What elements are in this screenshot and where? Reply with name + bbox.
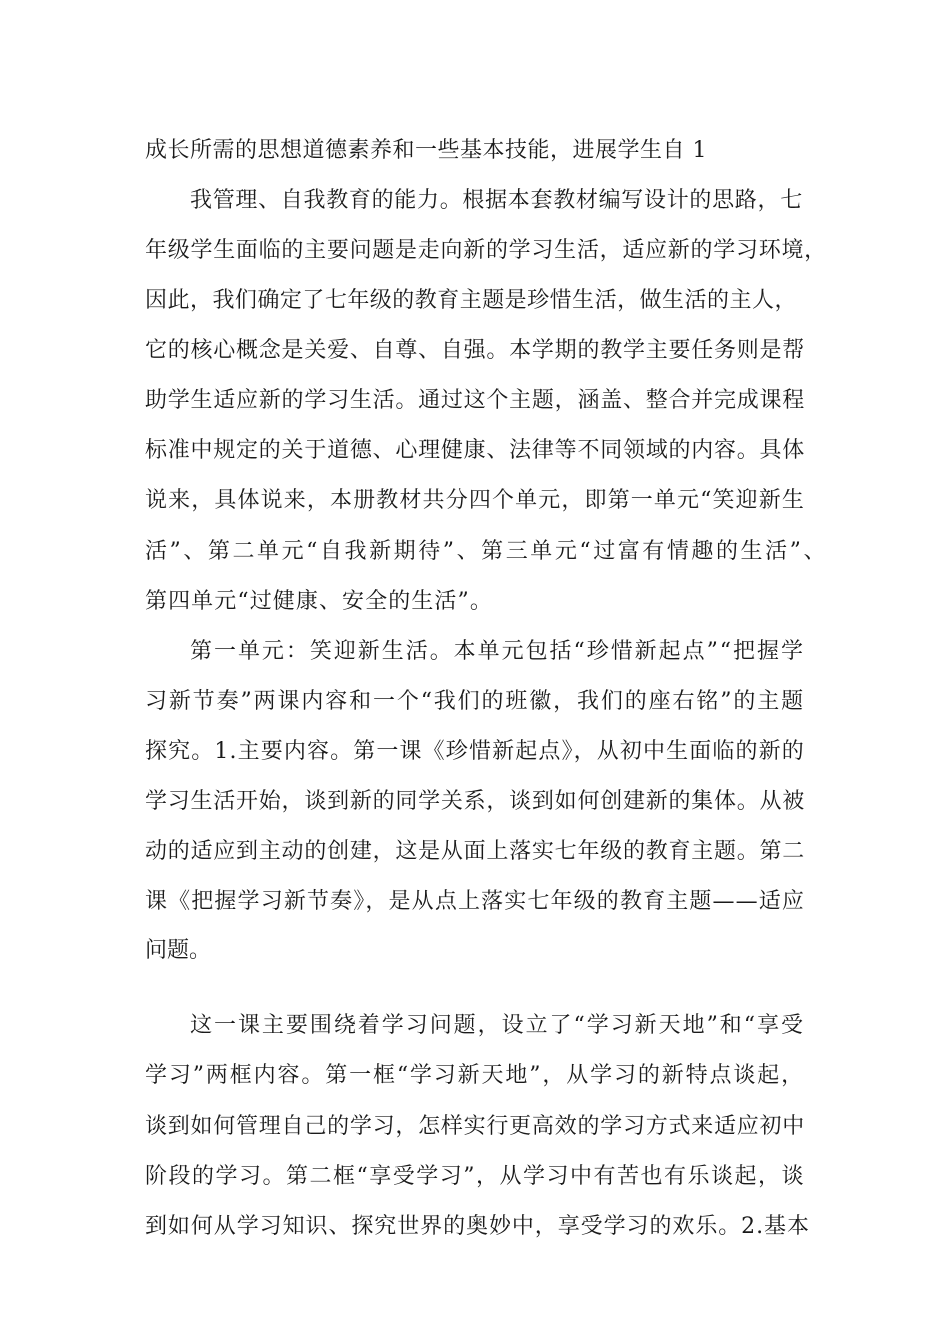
text-line: 因此，我们确定了七年级的教育主题是珍惜生活，做生活的主人， — [145, 288, 797, 313]
text-line: 活”、第二单元“自我新期待”、第三单元“过富有情趣的生活”、 — [145, 539, 829, 564]
text-line: 它的核心概念是关爱、自尊、自强。本学期的教学主要任务则是帮 — [145, 338, 806, 363]
text-line: 成长所需的思想道德素养和一些基本技能，进展学生自 1 — [145, 138, 707, 163]
text-line: 动的适应到主动的创建，这是从面上落实七年级的教育主题。第二 — [145, 839, 806, 864]
text-line: 学习”两框内容。第一框“学习新天地”，从学习的新特点谈起， — [145, 1063, 805, 1088]
text-line: 学习生活开始，谈到新的同学关系，谈到如何创建新的集体。从被 — [145, 789, 806, 814]
text-line: 标准中规定的关于道德、心理健康、法律等不同领域的内容。具体 — [145, 438, 806, 463]
text-line: 课《把握学习新节奏》，是从点上落实七年级的教育主题——适应 — [145, 889, 806, 914]
text-line: 到如何从学习知识、探究世界的奥妙中，享受学习的欢乐。2.基本 — [145, 1214, 810, 1239]
text-line: 这一课主要围绕着学习问题，设立了“学习新天地”和“享受 — [190, 1013, 805, 1038]
text-line: 助学生适应新的学习生活。通过这个主题，涵盖、整合并完成课程 — [145, 388, 806, 413]
text-line: 探究。1.主要内容。第一课《珍惜新起点》，从初中生面临的新的 — [145, 739, 805, 764]
text-line: 第一单元：笑迎新生活。本单元包括“珍惜新起点”“把握学 — [190, 639, 805, 664]
text-line: 说来，具体说来，本册教材共分四个单元，即第一单元“笑迎新生 — [145, 488, 806, 513]
text-line: 阶段的学习。第二框“享受学习”，从学习中有苦也有乐谈起，谈 — [145, 1164, 805, 1189]
text-line: 习新节奏”两课内容和一个“我们的班徽，我们的座右铭”的主题 — [145, 689, 805, 714]
text-line: 年级学生面临的主要问题是走向新的学习生活，适应新的学习环境， — [145, 238, 827, 263]
text-line: 我管理、自我教育的能力。根据本套教材编写设计的思路，七 — [190, 188, 803, 213]
text-line: 谈到如何管理自己的学习，怎样实行更高效的学习方式来适应初中 — [145, 1114, 806, 1139]
text-line: 第四单元“过健康、安全的生活”。 — [145, 589, 493, 614]
text-line: 问题。 — [145, 938, 211, 963]
